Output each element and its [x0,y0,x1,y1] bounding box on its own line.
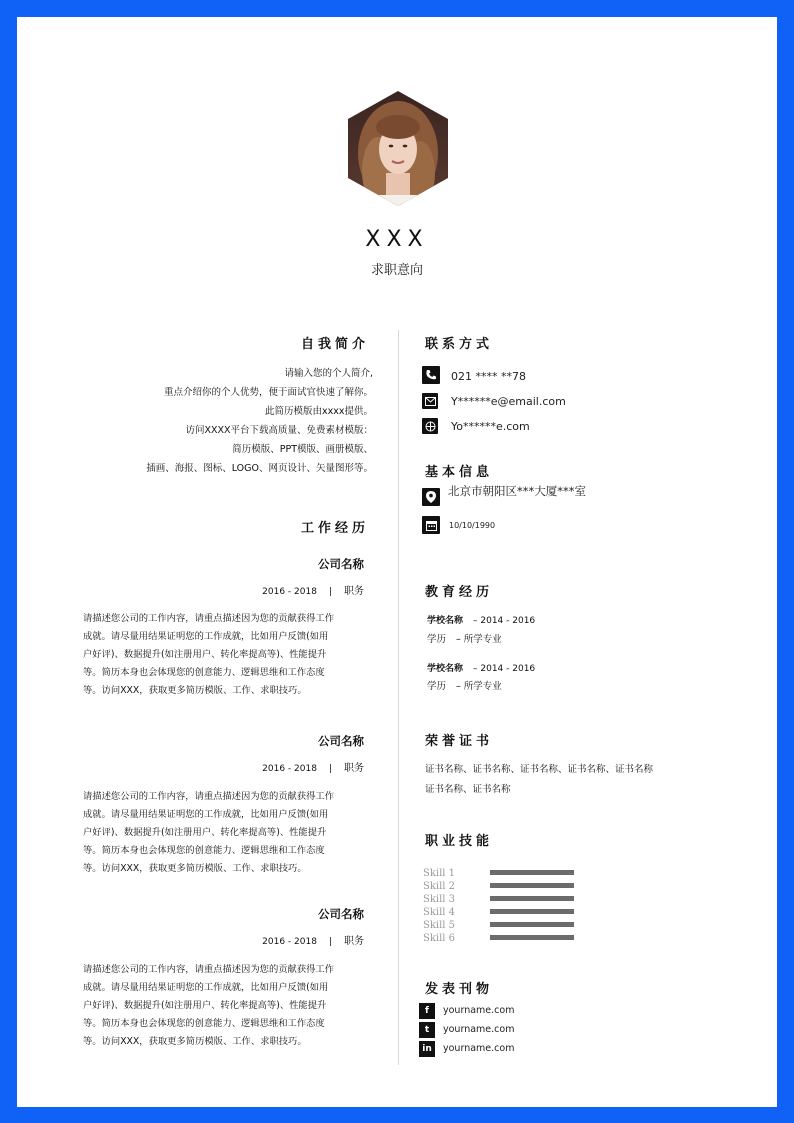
intro-line: 访问XXXX平台下载高质量、免费素材模版： [185,425,373,436]
resume-page [17,17,777,1107]
major: – 所学专业 [456,681,502,692]
intro-line: 插画、海报、图标、LOGO、网页设计、矢量图形等。 [146,463,373,474]
separator: | [328,587,332,597]
birthday: 10/10/1990 [449,521,496,530]
job-description-line: 等。简历本身也会体现您的创意能力、逻辑思维和工作态度 [83,1018,325,1029]
company-name: 公司名称 [318,907,364,921]
skills-section-title: 职业技能 [425,834,494,849]
job-dates: 2016 - 2018 [262,937,317,947]
degree-major [427,678,502,692]
website-icon [422,418,438,434]
school-name [427,661,535,674]
skill-label: Skill 5 [423,920,456,931]
email-icon [422,393,438,409]
degree: 学历 [427,634,447,645]
website-url[interactable]: Yo******e.com [451,420,530,433]
skill-level-bar [490,922,574,927]
publications-section-title: 发表刊物 [425,982,494,997]
address: 北京市朝阳区***大厦***室 [448,484,586,498]
facebook-icon: f [419,1003,435,1019]
job-role: 职务 [344,586,364,597]
school-name-text: 学校名称 [427,616,464,626]
intro-section-title: 自我简介 [300,337,369,352]
education-dates: – 2014 - 2016 [473,616,536,626]
intro-line: 重点介绍你的个人优势，便于面试官快速了解你。 [163,387,373,398]
job-role: 职务 [344,936,364,947]
education-section-title: 教育经历 [425,585,494,600]
publication-link[interactable]: yourname.com [443,1005,515,1016]
degree-major [427,631,502,645]
job-description-line: 等。访问XXX，获取更多简历模版、工作、求职技巧。 [83,863,307,874]
skill-label: Skill 6 [423,933,456,944]
job-description-line: 成就。请尽量用结果证明您的工作成就，比如用户反馈(如用 [83,982,329,993]
twitter-icon: t [419,1022,435,1038]
phone-number: 021 **** **78 [451,370,526,383]
column-divider [398,330,399,1065]
contact-section-title: 联系方式 [425,337,494,352]
basic-info-section-title: 基本信息 [425,465,494,480]
email-address[interactable]: Y******e@email.com [451,395,566,408]
work-section-title: 工作经历 [300,521,369,536]
certificate-line: 证书名称、证书名称、证书名称、证书名称、证书名称 [425,764,654,775]
honors-section-title: 荣誉证书 [425,734,494,749]
hexagon-portrait-icon [348,91,448,206]
skill-level-bar [490,896,574,901]
skill-label: Skill 2 [423,881,456,892]
job-description-line: 等。简历本身也会体现您的创意能力、逻辑思维和工作态度 [83,845,325,856]
job-description-line: 等。访问XXX，获取更多简历模版、工作、求职技巧。 [83,1036,307,1047]
education-dates: – 2014 - 2016 [473,664,536,674]
phone-icon [422,366,440,384]
intro-line: 请输入您的个人简介, [284,368,373,379]
job-description-line: 成就。请尽量用结果证明您的工作成就，比如用户反馈(如用 [83,809,329,820]
degree: 学历 [427,681,447,692]
separator: | [328,764,332,774]
skill-label: Skill 3 [423,894,456,905]
skill-label: Skill 4 [423,907,456,918]
job-description-line: 请描述您公司的工作内容，请重点描述因为您的贡献获得工作 [83,791,335,802]
certificate-line: 证书名称、证书名称 [425,784,511,795]
skill-level-bar [490,909,574,914]
job-meta [262,932,364,947]
separator: | [328,937,332,947]
skill-level-bar [490,883,574,888]
publication-link[interactable]: yourname.com [443,1043,515,1054]
skill-level-bar [490,935,574,940]
company-name: 公司名称 [318,557,364,571]
publication-link[interactable]: yourname.com [443,1024,515,1035]
profile-photo [348,91,448,206]
company-name: 公司名称 [318,734,364,748]
calendar-icon [422,516,440,534]
job-meta [262,582,364,597]
major: – 所学专业 [456,634,502,645]
job-description-line: 户好评)、数据提升(如注册用户、转化率提高等)、性能提升 [83,827,327,838]
job-dates: 2016 - 2018 [262,587,317,597]
job-description-line: 等。访问XXX，获取更多简历模版、工作、求职技巧。 [83,685,307,696]
linkedin-icon: in [419,1041,435,1057]
skill-label: Skill 1 [423,868,456,879]
intro-line: 简历模版、PPT模版、画册模版、 [232,444,373,455]
job-meta [262,759,364,774]
school-name-text: 学校名称 [427,664,464,674]
candidate-name: XXX [365,227,429,252]
job-description-line: 等。简历本身也会体现您的创意能力、逻辑思维和工作态度 [83,667,325,678]
job-intent: 求职意向 [370,263,423,278]
school-name [427,613,535,626]
skill-level-bar [490,870,574,875]
job-description-line: 请描述您公司的工作内容，请重点描述因为您的贡献获得工作 [83,613,335,624]
intro-line: 此简历模版由xxxx提供。 [265,406,373,417]
location-icon [422,488,440,506]
job-role: 职务 [344,763,364,774]
job-description-line: 成就。请尽量用结果证明您的工作成就，比如用户反馈(如用 [83,631,329,642]
job-description-line: 户好评)、数据提升(如注册用户、转化率提高等)、性能提升 [83,649,327,660]
job-dates: 2016 - 2018 [262,764,317,774]
job-description-line: 户好评)、数据提升(如注册用户、转化率提高等)、性能提升 [83,1000,327,1011]
job-description-line: 请描述您公司的工作内容，请重点描述因为您的贡献获得工作 [83,964,335,975]
